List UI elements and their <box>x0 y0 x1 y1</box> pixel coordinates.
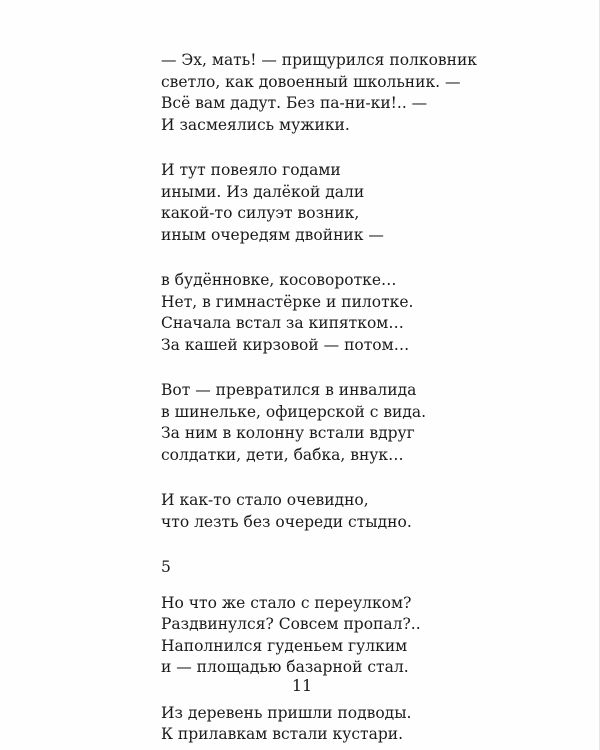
stanza-gap <box>161 579 481 593</box>
poem-line: Сначала встал за кипятком… <box>161 314 404 332</box>
poem-line: иными. Из далёкой дали <box>161 182 365 201</box>
poem-line: Всё вам дадут. Без па-ни-ки!.. — <box>161 94 428 112</box>
stanza-gap <box>161 466 481 490</box>
poem-line: в шинельке, офицерской с вида. <box>161 402 427 421</box>
poem-line: К прилавкам встали кустари. <box>161 725 404 743</box>
poem-line: — Эх, мать! — прищурился полковник <box>161 51 477 69</box>
poem-line: И как-то стало очевидно, <box>161 491 369 509</box>
poem-line: Раздвинулся? Совсем пропал?.. <box>161 615 421 633</box>
poem-line: За ним в колонну встали вдруг <box>161 424 415 442</box>
poem-text <box>161 50 481 746</box>
poem-line: Нет, в гимнастёрке и пилотке. <box>161 292 414 311</box>
poem-line: и — площадью базарной стал. <box>161 658 409 676</box>
poem-line: Вот — превратился в инвалида <box>161 381 417 399</box>
poem-line: И тут повеяло годами <box>161 161 341 179</box>
poem-line: какой-то силуэт возник, <box>161 204 360 222</box>
section-number: 5 <box>161 558 171 576</box>
poem-line: иным очередям двойник — <box>161 225 384 244</box>
stanza <box>161 490 481 533</box>
poem-line: в будённовке, косоворотке… <box>161 271 397 289</box>
stanza-gap <box>161 136 481 160</box>
stanza <box>161 270 481 356</box>
poem-line: светло, как довоенный школьник. — <box>161 72 461 91</box>
poem-line: Из деревень пришли подводы. <box>161 703 412 722</box>
poem-line: И засмеялись мужики. <box>161 115 350 134</box>
stanza <box>161 160 481 246</box>
stanza <box>161 380 481 466</box>
page-number: 11 <box>291 676 313 695</box>
poem-line: Но что же стало с переулком? <box>161 593 412 612</box>
stanza <box>161 703 481 746</box>
poem-line: За кашей кирзовой — потом… <box>161 335 410 354</box>
stanza-gap <box>161 533 481 557</box>
poem-line: что лезть без очереди стыдно. <box>161 512 412 531</box>
stanza <box>161 50 481 136</box>
stanza <box>161 593 481 679</box>
stanza-gap <box>161 356 481 380</box>
stanza-gap <box>161 246 481 270</box>
poem-line: Наполнился гуденьем гулким <box>161 636 408 655</box>
poem-line: солдатки, дети, бабка, внук… <box>161 445 404 464</box>
